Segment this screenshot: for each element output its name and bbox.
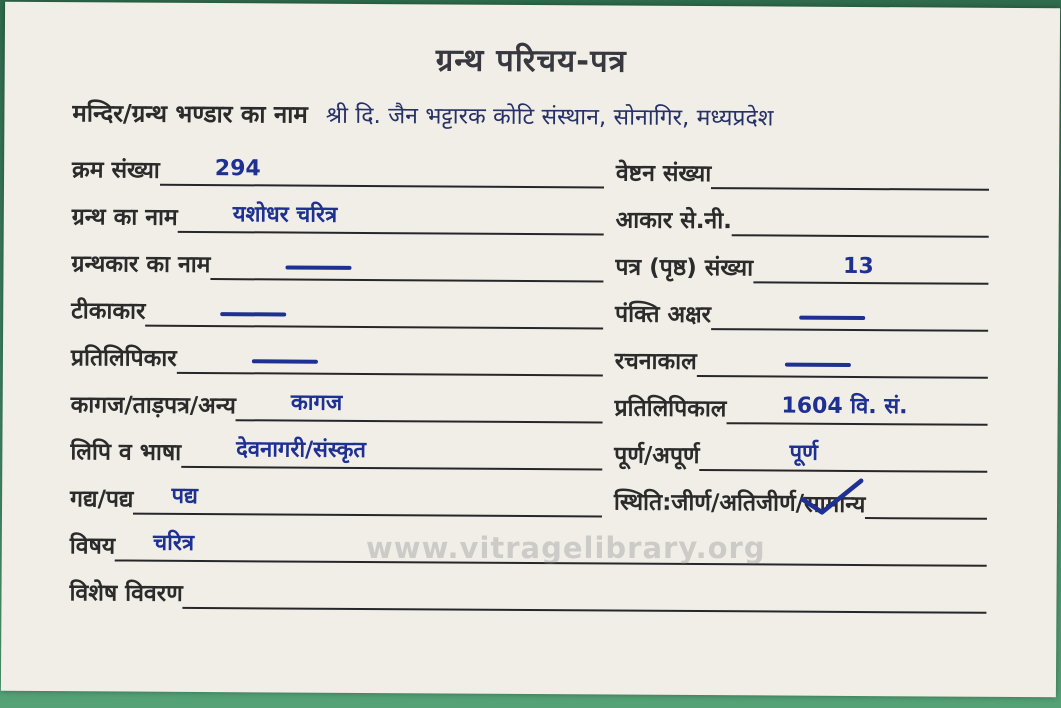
kram-sankhya-line	[160, 156, 604, 189]
purn-apurn-line	[699, 436, 987, 473]
rachnakal-line	[697, 362, 988, 379]
field-tikakar	[71, 279, 603, 329]
patra-sankhya-line	[753, 253, 989, 284]
field-granth-name	[72, 185, 604, 235]
sthiti-checked-option	[804, 487, 866, 519]
field-patra-sankhya	[615, 236, 988, 285]
granth-name-label: ग्रन्थ का नाम	[71, 204, 178, 231]
gadya-padya-line	[133, 480, 602, 518]
gadya-padya-value: पद्य	[171, 483, 198, 509]
form-row	[70, 467, 987, 520]
purn-apurn-value: पूर्ण	[789, 440, 819, 466]
field-pratilipikaal	[614, 377, 987, 426]
field-sthiti	[614, 471, 987, 520]
field-gadya-padya	[70, 467, 602, 517]
form-row	[69, 561, 986, 614]
lipi-bhasha-value: देवनागरी/संस्कृत	[236, 437, 367, 463]
sthiti-checked-word: सामान्य	[803, 491, 866, 519]
blank-dash	[220, 312, 286, 316]
kram-sankhya-label: क्रम संख्या	[72, 157, 160, 184]
field-bhandar-name	[72, 96, 989, 144]
pratilipikaal-line	[726, 389, 987, 426]
granth-name-value: यशोधर चरित्र	[232, 202, 338, 228]
form-row	[70, 420, 987, 473]
card-title: ग्रन्थ परिचय-पत्र	[435, 42, 627, 80]
bhandar-name-label: मन्दिर/ग्रन्थ भण्डार का नाम	[72, 99, 308, 129]
field-purn-apurn	[614, 424, 987, 473]
field-kram-sankhya	[72, 138, 604, 188]
purn-apurn-label: पूर्ण/अपूर्ण	[614, 442, 700, 470]
lipi-bhasha-label: लिपि व भाषा	[70, 439, 182, 466]
patra-sankhya-value: 13	[843, 253, 874, 280]
form-row	[71, 373, 988, 426]
granthkar-name-label: ग्रन्थकार का नाम	[71, 251, 211, 279]
vishay-label: विषय	[69, 533, 116, 560]
aakar-label: आकार से.नी.	[615, 207, 733, 235]
form-row	[71, 326, 988, 379]
form-row	[71, 232, 988, 285]
veshtan-sankhya-label: वेष्टन संख्या	[615, 160, 712, 188]
pankti-akshar-line	[711, 315, 988, 332]
rachnakal-label: रचनाकाल	[614, 348, 697, 376]
pankti-akshar-label: पंक्ति अक्षर	[614, 301, 712, 329]
blank-dash	[285, 266, 351, 270]
field-kagaj-tadpatra	[71, 373, 603, 423]
catalog-card-paper	[1, 2, 1060, 697]
field-aakar	[616, 189, 989, 238]
form-row	[71, 279, 988, 332]
field-vishesh-vivaran	[69, 561, 986, 614]
blank-dash	[785, 363, 851, 367]
patra-sankhya-label: पत्र (पृष्ठ) संख्या	[615, 254, 754, 282]
form-row	[72, 138, 989, 191]
field-pratilipikar	[71, 326, 603, 376]
sthiti-label: स्थिति:जीर्ण/अतिजीर्ण/	[613, 489, 805, 517]
watermark: www.vitragelibrary.org	[366, 531, 766, 565]
field-lipi-bhasha	[70, 420, 602, 470]
field-rachnakal	[615, 330, 988, 379]
kagaj-tadpatra-line	[236, 386, 603, 423]
bhandar-name-value: श्री दि. जैन भट्टारक कोटि संस्थान, सोनागिर, मध्यप्रदेश	[325, 102, 774, 132]
field-granthkar-name	[71, 232, 603, 282]
pratilipikar-label: प्रतिलिपिकार	[70, 345, 177, 372]
vishay-value: चरित्र	[153, 530, 195, 556]
field-veshtan-sankhya	[616, 142, 989, 191]
field-pankti-akshar	[615, 283, 988, 332]
pratilipikaal-label: प्रतिलिपिकाल	[614, 395, 727, 423]
pratilipikaal-value: 1604 वि. सं.	[781, 393, 908, 420]
gadya-padya-label: गद्य/पद्य	[69, 486, 134, 513]
kagaj-tadpatra-value: कागज	[290, 390, 343, 416]
tikakar-label: टीकाकार	[71, 298, 146, 325]
vishesh-vivaran-label: विशेष विवरण	[69, 580, 183, 607]
kram-sankhya-value: 294	[214, 156, 261, 182]
granth-name-line	[178, 198, 604, 236]
lipi-bhasha-line	[181, 433, 602, 471]
form-row	[72, 185, 989, 238]
kagaj-tadpatra-label: कागज/ताड़पत्र/अन्य	[70, 392, 237, 420]
blank-dash	[799, 316, 865, 320]
vishesh-vivaran-line	[183, 607, 987, 614]
blank-dash	[252, 359, 318, 363]
